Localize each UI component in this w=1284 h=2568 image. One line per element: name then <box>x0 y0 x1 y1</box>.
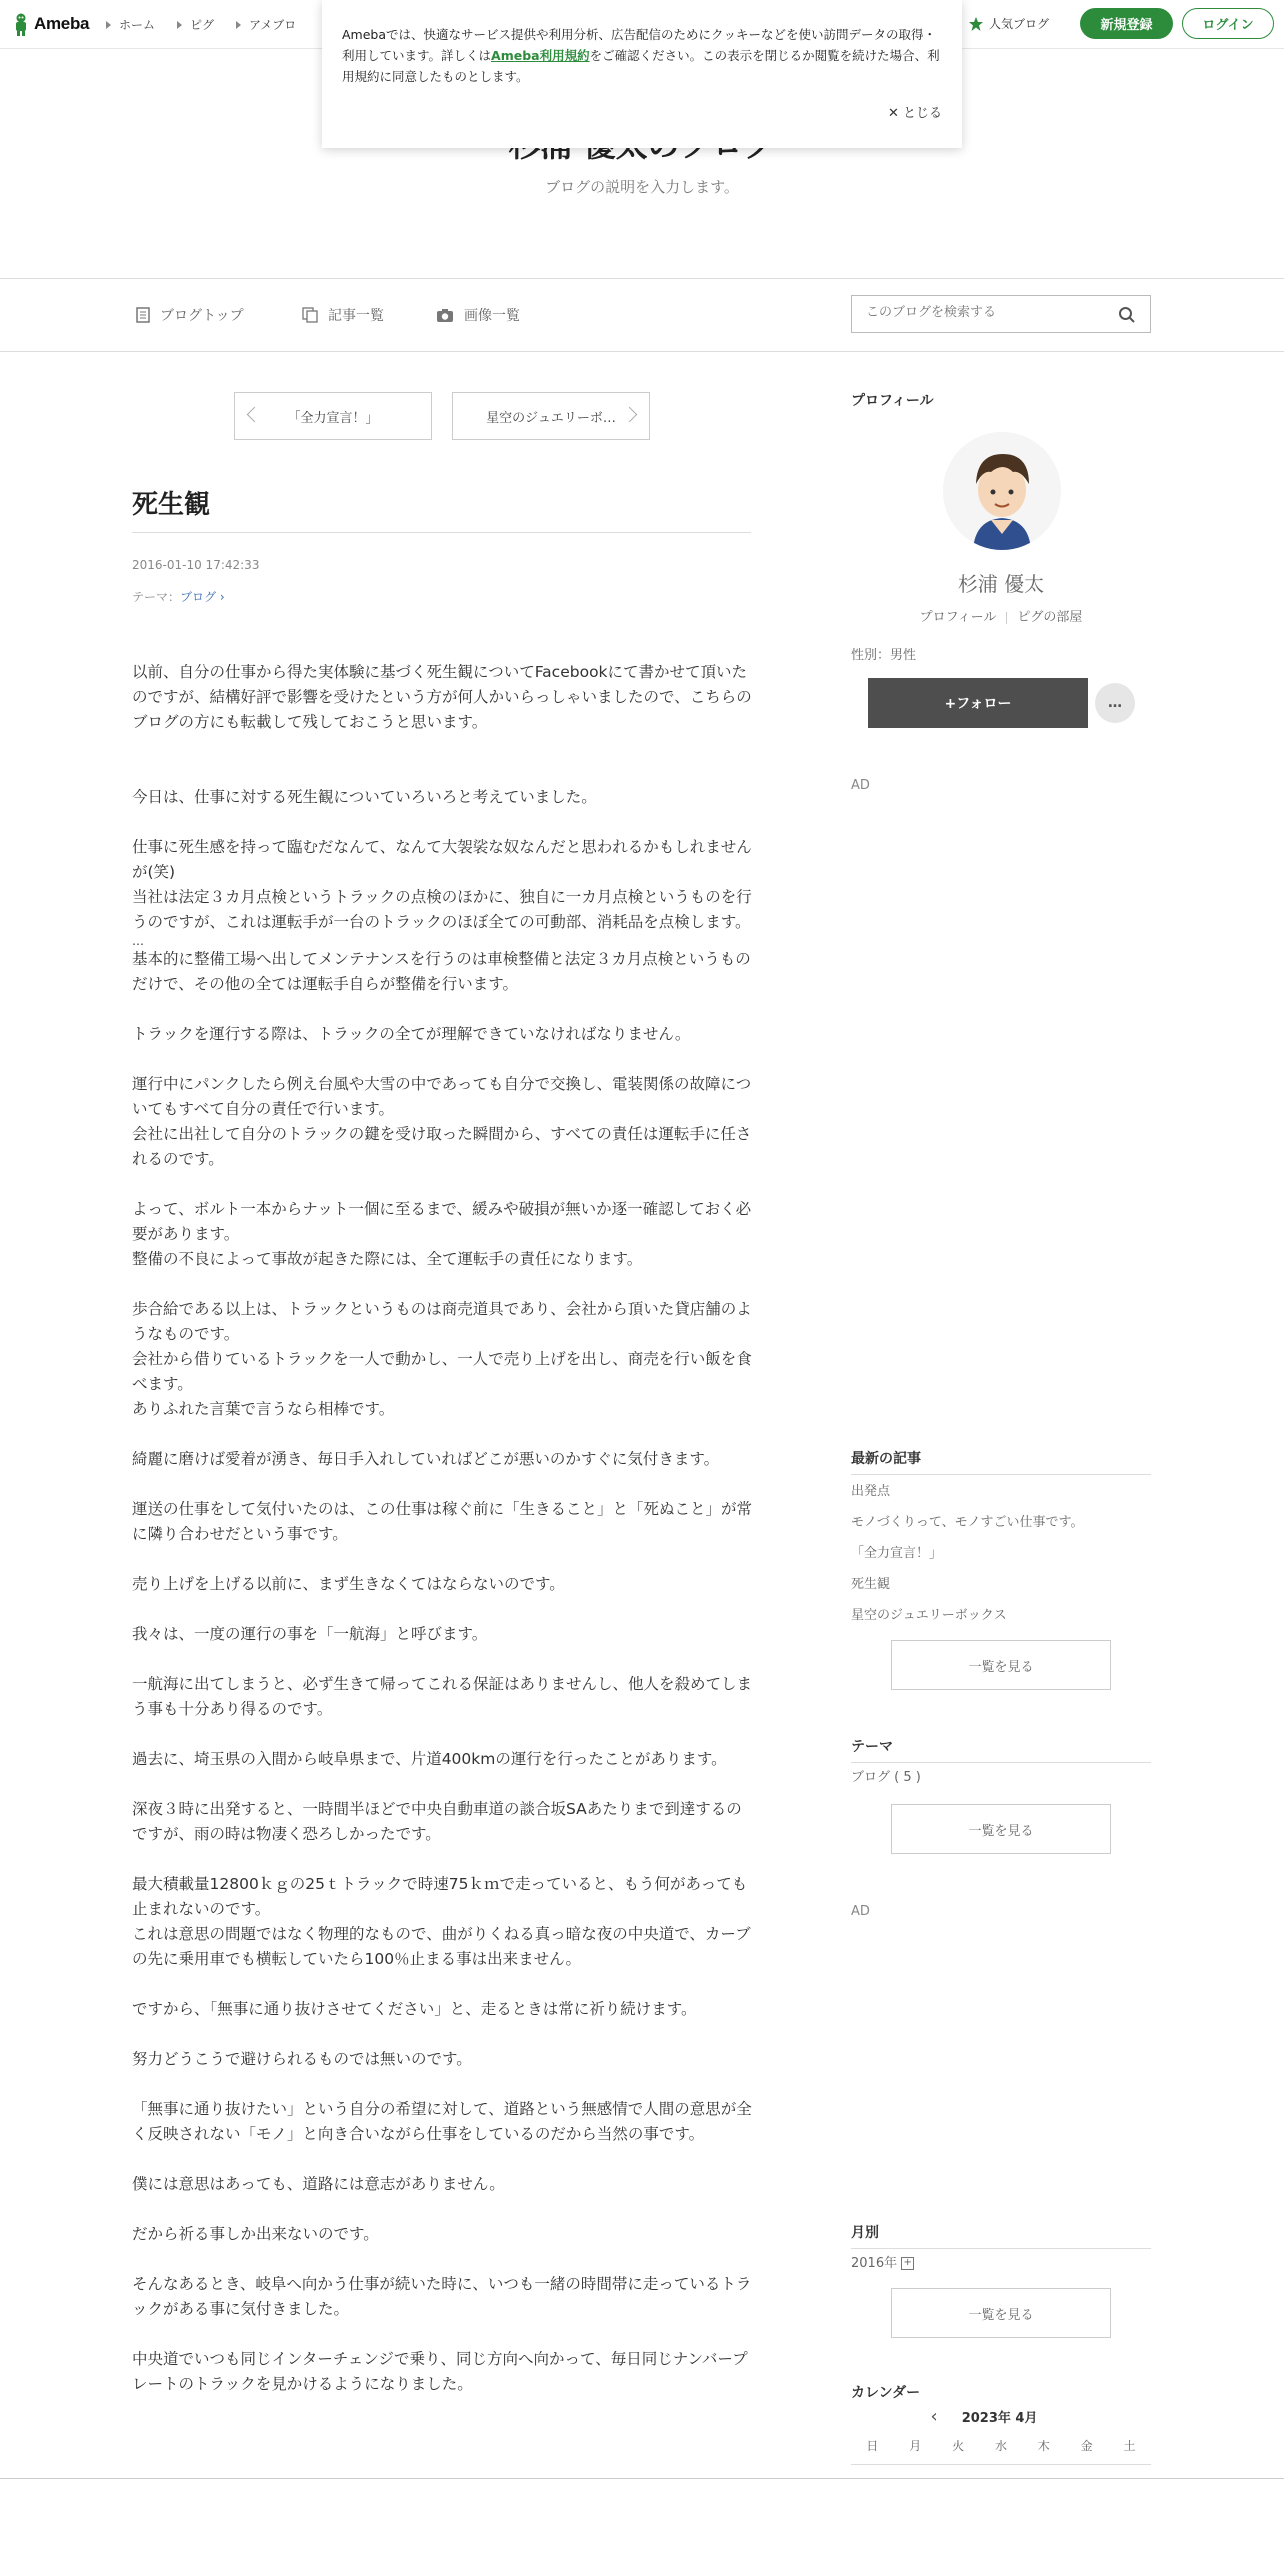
chevron-right-icon <box>236 21 241 29</box>
recent-item[interactable]: 星空のジュエリーボックス <box>851 1608 1007 1623</box>
tab-article-list-label: 記事一覧 <box>328 308 384 324</box>
blog-search[interactable] <box>851 295 1151 333</box>
theme-see-all-button[interactable]: 一覧を見る <box>891 1804 1111 1854</box>
article-paragraph: 会社から借りているトラックを一人で動かし、一人で売り上げを出し、商売を行い飯を食べます。 <box>132 1350 752 1393</box>
chevron-left-icon[interactable]: ‹ <box>930 2406 938 2427</box>
recent-item[interactable]: モノづくりって、モノすごい仕事です。 <box>851 1515 1084 1530</box>
article-paragraph: 基本的に整備工場へ出してメンテナンスを行うのは車検整備と法定３カ月点検というものだけで、その他の全ては運転手自らが整備を行います。 <box>132 950 751 993</box>
weekday: 火 <box>952 2439 965 2453</box>
article-paragraph: 運送の仕事をして気付いたのは、この仕事は稼ぐ前に「生きること」と「死ぬこと」が常に隣り合わせだという事です。 <box>132 1500 753 1543</box>
recent-list <box>851 1476 1083 1631</box>
article-paragraph: これは意思の問題ではなく物理的なもので、曲がりくねる真っ暗な夜の中央道で、カーブの先に乗用車でも横転していたら100％止まる事は出来ません。 <box>132 1925 751 1968</box>
calendar-weekdays <box>851 2437 1151 2454</box>
chevron-right-icon <box>622 407 638 423</box>
tab-image-list-label: 画像一覧 <box>464 308 520 324</box>
article-paragraph: 以前、自分の仕事から得た実体験に基づく死生観についてFacebookにて書かせて頂いたのですが、結構好評で影響を受けたという方が何人かいらっしゃいましたので、こちらのブログの方にも転載して残しておこうと思います。 <box>132 663 752 731</box>
title-divider <box>132 532 751 533</box>
chevron-left-icon <box>247 407 263 423</box>
article-paragraph: 会社に出社して自分のトラックの鍵を受け取った瞬間から、すべての責任は運転手に任されるのです。 <box>132 1125 752 1168</box>
article-paragraph: よって、ボルト一本からナット一個に至るまで、緩みや破損が無いか逐一確認しておく必要があります。 <box>132 1200 752 1243</box>
ameba-logo-icon <box>12 12 30 36</box>
tab-image-list[interactable] <box>436 305 520 325</box>
profile-links <box>851 606 1151 625</box>
nav-home[interactable] <box>106 16 155 33</box>
avatar[interactable] <box>943 432 1061 550</box>
blog-search-input[interactable] <box>864 304 1108 321</box>
divider <box>851 2464 1151 2465</box>
cookie-message <box>342 24 942 87</box>
terms-link[interactable]: Ameba利用規約 <box>491 48 590 63</box>
document-icon <box>136 307 150 323</box>
more-button[interactable]: … <box>1095 683 1135 723</box>
signup-button[interactable]: 新規登録 <box>1080 8 1173 39</box>
article-paragraph: 一航海に出てしまうと、必ず生きて帰ってこれる保証はありませんし、他人を殺めてしまう事も十分あり得るのです。 <box>132 1675 753 1718</box>
article-paragraph: 我々は、一度の運行の事を「一航海」と呼びます。 <box>132 1625 488 1643</box>
popular-blog-label: 人気ブログ <box>989 17 1050 31</box>
blog-subnav <box>0 278 1284 352</box>
nav-ameblo-label: アメブロ <box>249 18 297 32</box>
monthly-see-all-button[interactable]: 一覧を見る <box>891 2288 1111 2338</box>
cookie-close-button[interactable] <box>888 102 942 121</box>
weekday: 水 <box>994 2439 1007 2453</box>
article-paragraph: 綺麗に磨けば愛着が湧き、毎日手入れしていればどこが悪いのかすぐに気付きます。 <box>132 1450 720 1468</box>
weekday: 木 <box>1037 2439 1050 2453</box>
article-paragraph: トラックを運行する際は、トラックの全てが理解できていなければなりません。 <box>132 1025 691 1043</box>
profile-heading: プロフィール <box>851 393 934 409</box>
profile-name[interactable]: 杉浦 優太 <box>957 572 1045 596</box>
ameba-logo[interactable] <box>12 11 89 37</box>
follow-button[interactable]: +フォロー <box>868 678 1088 728</box>
article-paragraph: 売り上げを上げる以前に、まず生きなくてはならないのです。 <box>132 1575 565 1593</box>
article-paragraph: 最大積載量12800ｋｇの25ｔトラックで時速75ｋｍで走っていると、もう何があっても止まれないのです。 <box>132 1875 748 1918</box>
article-paragraph: 運行中にパンクしたら例え台風や大雪の中であっても自分で交換し、電装関係の故障についてもすべて自分の責任で行います。 <box>132 1075 752 1118</box>
article-paragraph: 仕事に死生感を持って臨むだなんて、なんて大袈裟な奴なんだと思われるかもしれませんが(笑) <box>132 838 752 881</box>
theme-link[interactable]: ブログ <box>180 590 217 604</box>
recent-item[interactable]: 死生観 <box>851 1577 891 1592</box>
theme-item[interactable]: ブログ ( 5 ) <box>851 1770 921 1785</box>
article-paragraph: 整備の不良によって事故が起きた際には、全て運転手の責任になります。 <box>132 1250 643 1268</box>
article-paragraph: 僕には意思はあっても、道路には意志がありません。 <box>132 2175 505 2193</box>
pigg-room-link[interactable]: ピグの部屋 <box>1017 610 1083 625</box>
tab-blog-top[interactable] <box>136 305 244 325</box>
profile-link[interactable]: プロフィール <box>919 610 997 625</box>
next-article-button[interactable] <box>452 392 650 440</box>
recent-item[interactable]: 「全力宣言！」 <box>851 1546 943 1561</box>
article-paragraph: 今日は、仕事に対する死生観についていろいろと考えていました。 <box>132 788 597 806</box>
tab-article-list[interactable] <box>302 305 384 325</box>
popular-blog-link[interactable] <box>968 15 1049 32</box>
chevron-right-icon <box>177 21 182 29</box>
calendar-nav <box>851 2406 1151 2427</box>
tab-blog-top-label: ブログトップ <box>160 308 244 324</box>
logo-text: Ameba <box>34 14 90 33</box>
nav-pigg-label: ピグ <box>190 18 215 32</box>
article-paragraph: 中央道でいつも同じインターチェンジで乗り、同じ方向へ向かって、毎日同じナンバープレートのトラックを見かけるようになりました。 <box>132 2350 748 2393</box>
month-item[interactable] <box>851 2248 914 2279</box>
close-icon: ✕ <box>887 106 899 121</box>
article-paragraph: 努力どうこうで避けられるものでは無いのです。 <box>132 2050 472 2068</box>
search-icon[interactable] <box>1118 306 1136 328</box>
cookie-banner <box>322 0 962 148</box>
monthly-heading: 月別 <box>851 2225 879 2241</box>
calendar-heading: カレンダー <box>851 2385 921 2401</box>
article-title[interactable]: 死生観 <box>132 490 211 520</box>
chevron-right-icon <box>106 21 111 29</box>
prev-article-label: 「全力宣言！」 <box>287 410 379 426</box>
article-theme <box>132 588 225 605</box>
next-article-label: 星空のジュエリーボ… <box>486 410 616 426</box>
article-paragraph: ですから、「無事に通り抜けさせてください」と、走るときは常に祈り続けます。 <box>132 2000 697 2018</box>
profile-gender: 性別：男性 <box>851 648 917 663</box>
article-paragraph: 「無事に通り抜けたい」という自分の希望に対して、道路という無感情で人間の意思が全く反映されない「モノ」と向き合いながら仕事をしているのだから当然の事です。 <box>132 2100 752 2143</box>
ad-label: AD <box>851 1904 870 1919</box>
weekday: 日 <box>866 2439 879 2453</box>
article-paragraph: 歩合給である以上は、トラックというものは商売道具であり、会社から頂いた貸店舗のようなものです。 <box>132 1300 752 1343</box>
cookie-text-before: Amebaでは、快適なサービス提供や利用分析、広告配信のためにクッキーなどを使い訪問データの取得・利用しています。詳しくは <box>342 27 937 63</box>
nav-ameblo[interactable] <box>236 16 296 33</box>
article-paragraph: そんなあるとき、岐阜へ向かう仕事が続いた時に、いつも一緒の時間帯に走っているトラックがある事に気付きました。 <box>132 2275 752 2318</box>
theme-label: テーマ： <box>132 590 181 604</box>
ad-label: AD <box>851 778 870 793</box>
weekday: 金 <box>1080 2439 1093 2453</box>
recent-item[interactable]: 出発点 <box>851 1484 891 1499</box>
camera-icon <box>436 308 454 323</box>
weekday: 土 <box>1123 2439 1136 2453</box>
nav-pigg[interactable] <box>177 16 214 33</box>
blog-description: ブログの説明を入力します。 <box>545 178 739 196</box>
month-list <box>851 2248 914 2279</box>
login-button[interactable]: ログイン <box>1182 8 1274 39</box>
calendar-month: 2023年 4月 <box>961 2411 1038 2426</box>
month-label: 2016年 <box>851 2256 898 2271</box>
article-paragraph: ありふれた言葉で言うなら相棒です。 <box>132 1400 395 1418</box>
prev-article-button[interactable] <box>234 392 432 440</box>
weekday: 月 <box>909 2439 922 2453</box>
footer-divider <box>0 2478 1284 2479</box>
article-paragraph: 深夜３時に出発すると、一時間半ほどで中央自動車道の談合坂SAあたりまで到達するのですが、雨の時は物凄く恐ろしかったです。 <box>132 1800 742 1843</box>
article-paragraph: だから祈る事しか出来ないのです。 <box>132 2225 379 2243</box>
crown-icon <box>968 16 984 32</box>
cookie-close-label: とじる <box>902 106 942 121</box>
article-date: 2016-01-10 17:42:33 <box>132 558 260 572</box>
chevron-right-icon: › <box>219 590 225 604</box>
copy-icon <box>302 307 318 323</box>
recent-see-all-button[interactable]: 一覧を見る <box>891 1640 1111 1690</box>
article-paragraph: 過去に、埼玉県の入間から岐阜県まで、片道400kmの運行を行ったことがあります。 <box>132 1750 727 1768</box>
theme-heading: テーマ <box>851 1739 893 1755</box>
divider <box>851 1474 1151 1475</box>
recent-heading: 最新の記事 <box>851 1451 921 1467</box>
nav-home-label: ホーム <box>119 18 156 32</box>
plus-box-icon[interactable]: + <box>901 2257 914 2270</box>
cookie-text-after: をご確認ください。この表示を閉じるか閲覧を続けた場合、利用規約に同意したものとします。 <box>342 48 940 84</box>
theme-list <box>851 1762 921 1793</box>
article-paragraph: 当社は法定３カ月点検というトラックの点検のほかに、独自に一カ月点検というものを行うのですが、これは運転手が一台のトラックのほぼ全ての可動部、消耗品を点検します。 <box>132 888 752 931</box>
top-nav <box>106 16 296 33</box>
article-body <box>132 660 754 2397</box>
article-paragraph: … <box>132 934 144 948</box>
